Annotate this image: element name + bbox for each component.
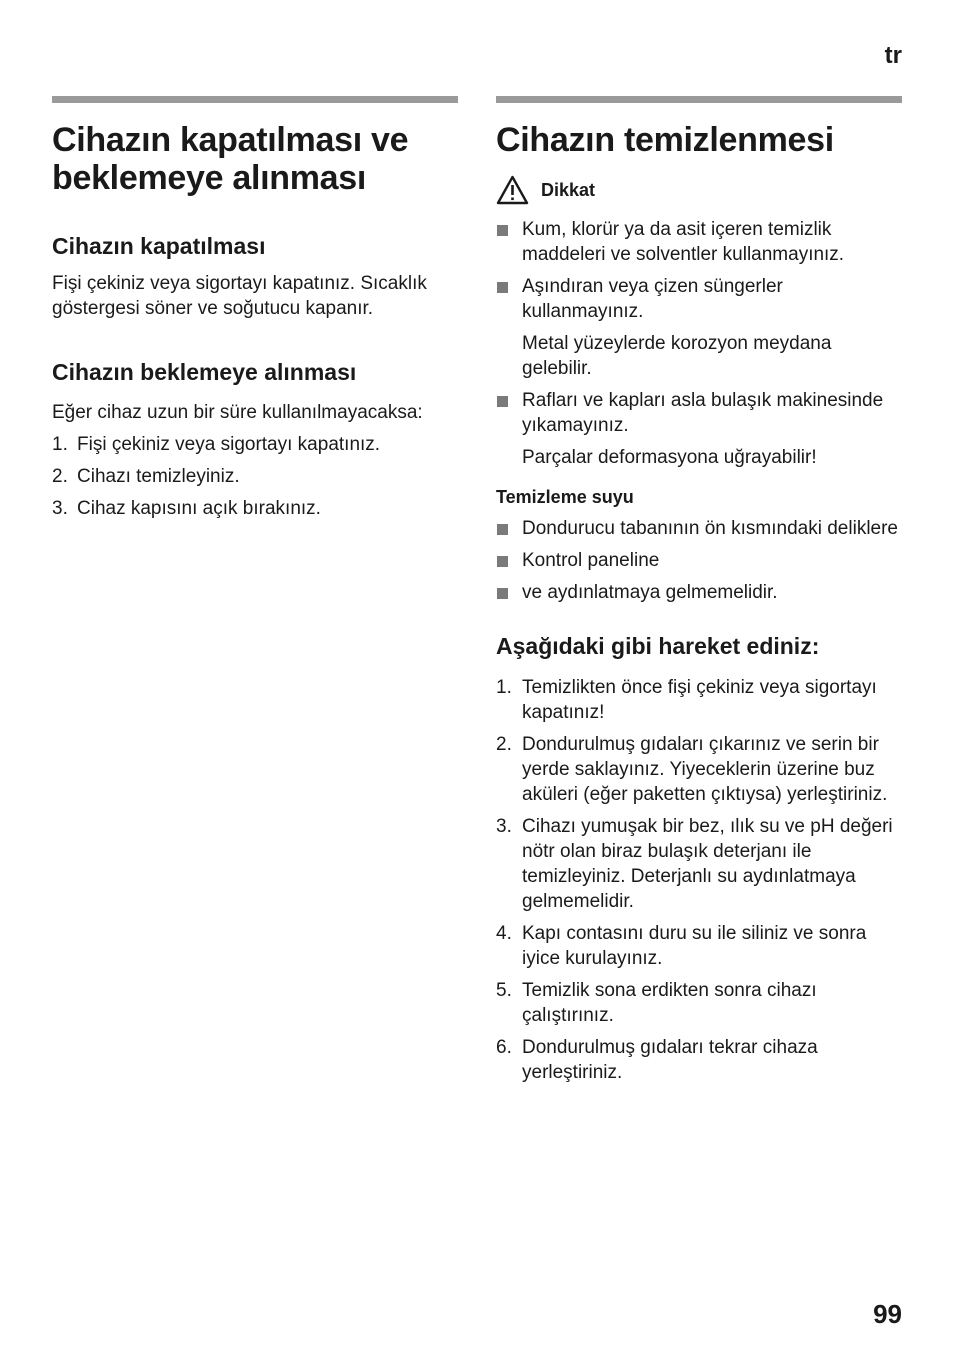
section-rule [496,96,902,103]
section-rule [52,96,458,103]
numbered-list [52,432,458,521]
numbered-list [496,675,902,1085]
section-title: Cihazın kapatılması ve beklemeye alınması [52,121,409,197]
list-item: 6. Dondurulmuş gıdaları tekrar cihaza yerleştiriniz. [496,1037,818,1083]
page-number: 99 [873,1299,902,1329]
warning-triangle-icon [496,175,529,205]
subsection-heading: Temizleme suyu [496,487,634,507]
subsection-heading: Cihazın beklemeye alınması [52,359,357,385]
list-item: 1. Fişi çekiniz veya sigortayı kapatınız. [52,434,381,455]
list-item: 1. Temizlikten önce fişi çekiniz veya sigortayı kapatınız! [496,677,877,723]
list-item: Dondurucu tabanının ön kısmındaki deliklere [496,516,902,541]
list-item: 5. Temizlik sona erdikten sonra cihazı çalıştırınız. [496,980,817,1026]
bullet-list [496,516,902,605]
right-column [496,96,902,1085]
paragraph: Metal yüzeylerde korozyon meydana gelebilir. [522,333,832,379]
list-item: 2. Cihazı temizleyiniz. [52,466,240,487]
warning-list [496,217,902,324]
warning-list [496,388,902,438]
paragraph: Parçalar deformasyona uğrayabilir! [522,447,817,468]
list-item: 3. Cihazı yumuşak bir bez, ılık su ve pH değeri nötr olan biraz bulaşık deterjanı ile temizleyiniz. Deterjanlı su aydınlatmaya gelmemelidir. [496,816,893,912]
list-item: Kontrol paneline [496,548,902,573]
warning-label: Dikkat [496,175,902,205]
list-item: Kum, klorür ya da asit içeren temizlik maddeleri ve solventler kullanmayınız. [496,217,902,267]
list-item: Rafları ve kapları asla bulaşık makinesinde yıkamayınız. [496,388,902,438]
list-item: 3. Cihaz kapısını açık bırakınız. [52,498,321,519]
list-item: 2. Dondurulmuş gıdaları çıkarınız ve serin bir yerde saklayınız. Yiyeceklerin üzerine buz aküleri (eğer paketten çıktıysa) yerleştiriniz. [496,734,888,805]
subsection-heading: Cihazın kapatılması [52,233,266,259]
paragraph: Fişi çekiniz veya sigortayı kapatınız. Sıcaklık göstergesi söner ve soğutucu kapanır. [52,273,427,319]
list-item: 4. Kapı contasını duru su ile siliniz ve sonra iyice kurulayınız. [496,923,867,969]
section-title: Cihazın temizlenmesi [496,121,834,159]
language-tag: tr [884,42,902,69]
subsection-heading: Aşağıdaki gibi hareket ediniz: [496,633,820,659]
left-column [52,96,458,521]
list-item: ve aydınlatmaya gelmemelidir. [496,580,902,605]
list-item: Aşındıran veya çizen süngerler kullanmayınız. [496,274,902,324]
paragraph: Eğer cihaz uzun bir süre kullanılmayacaksa: [52,402,423,423]
